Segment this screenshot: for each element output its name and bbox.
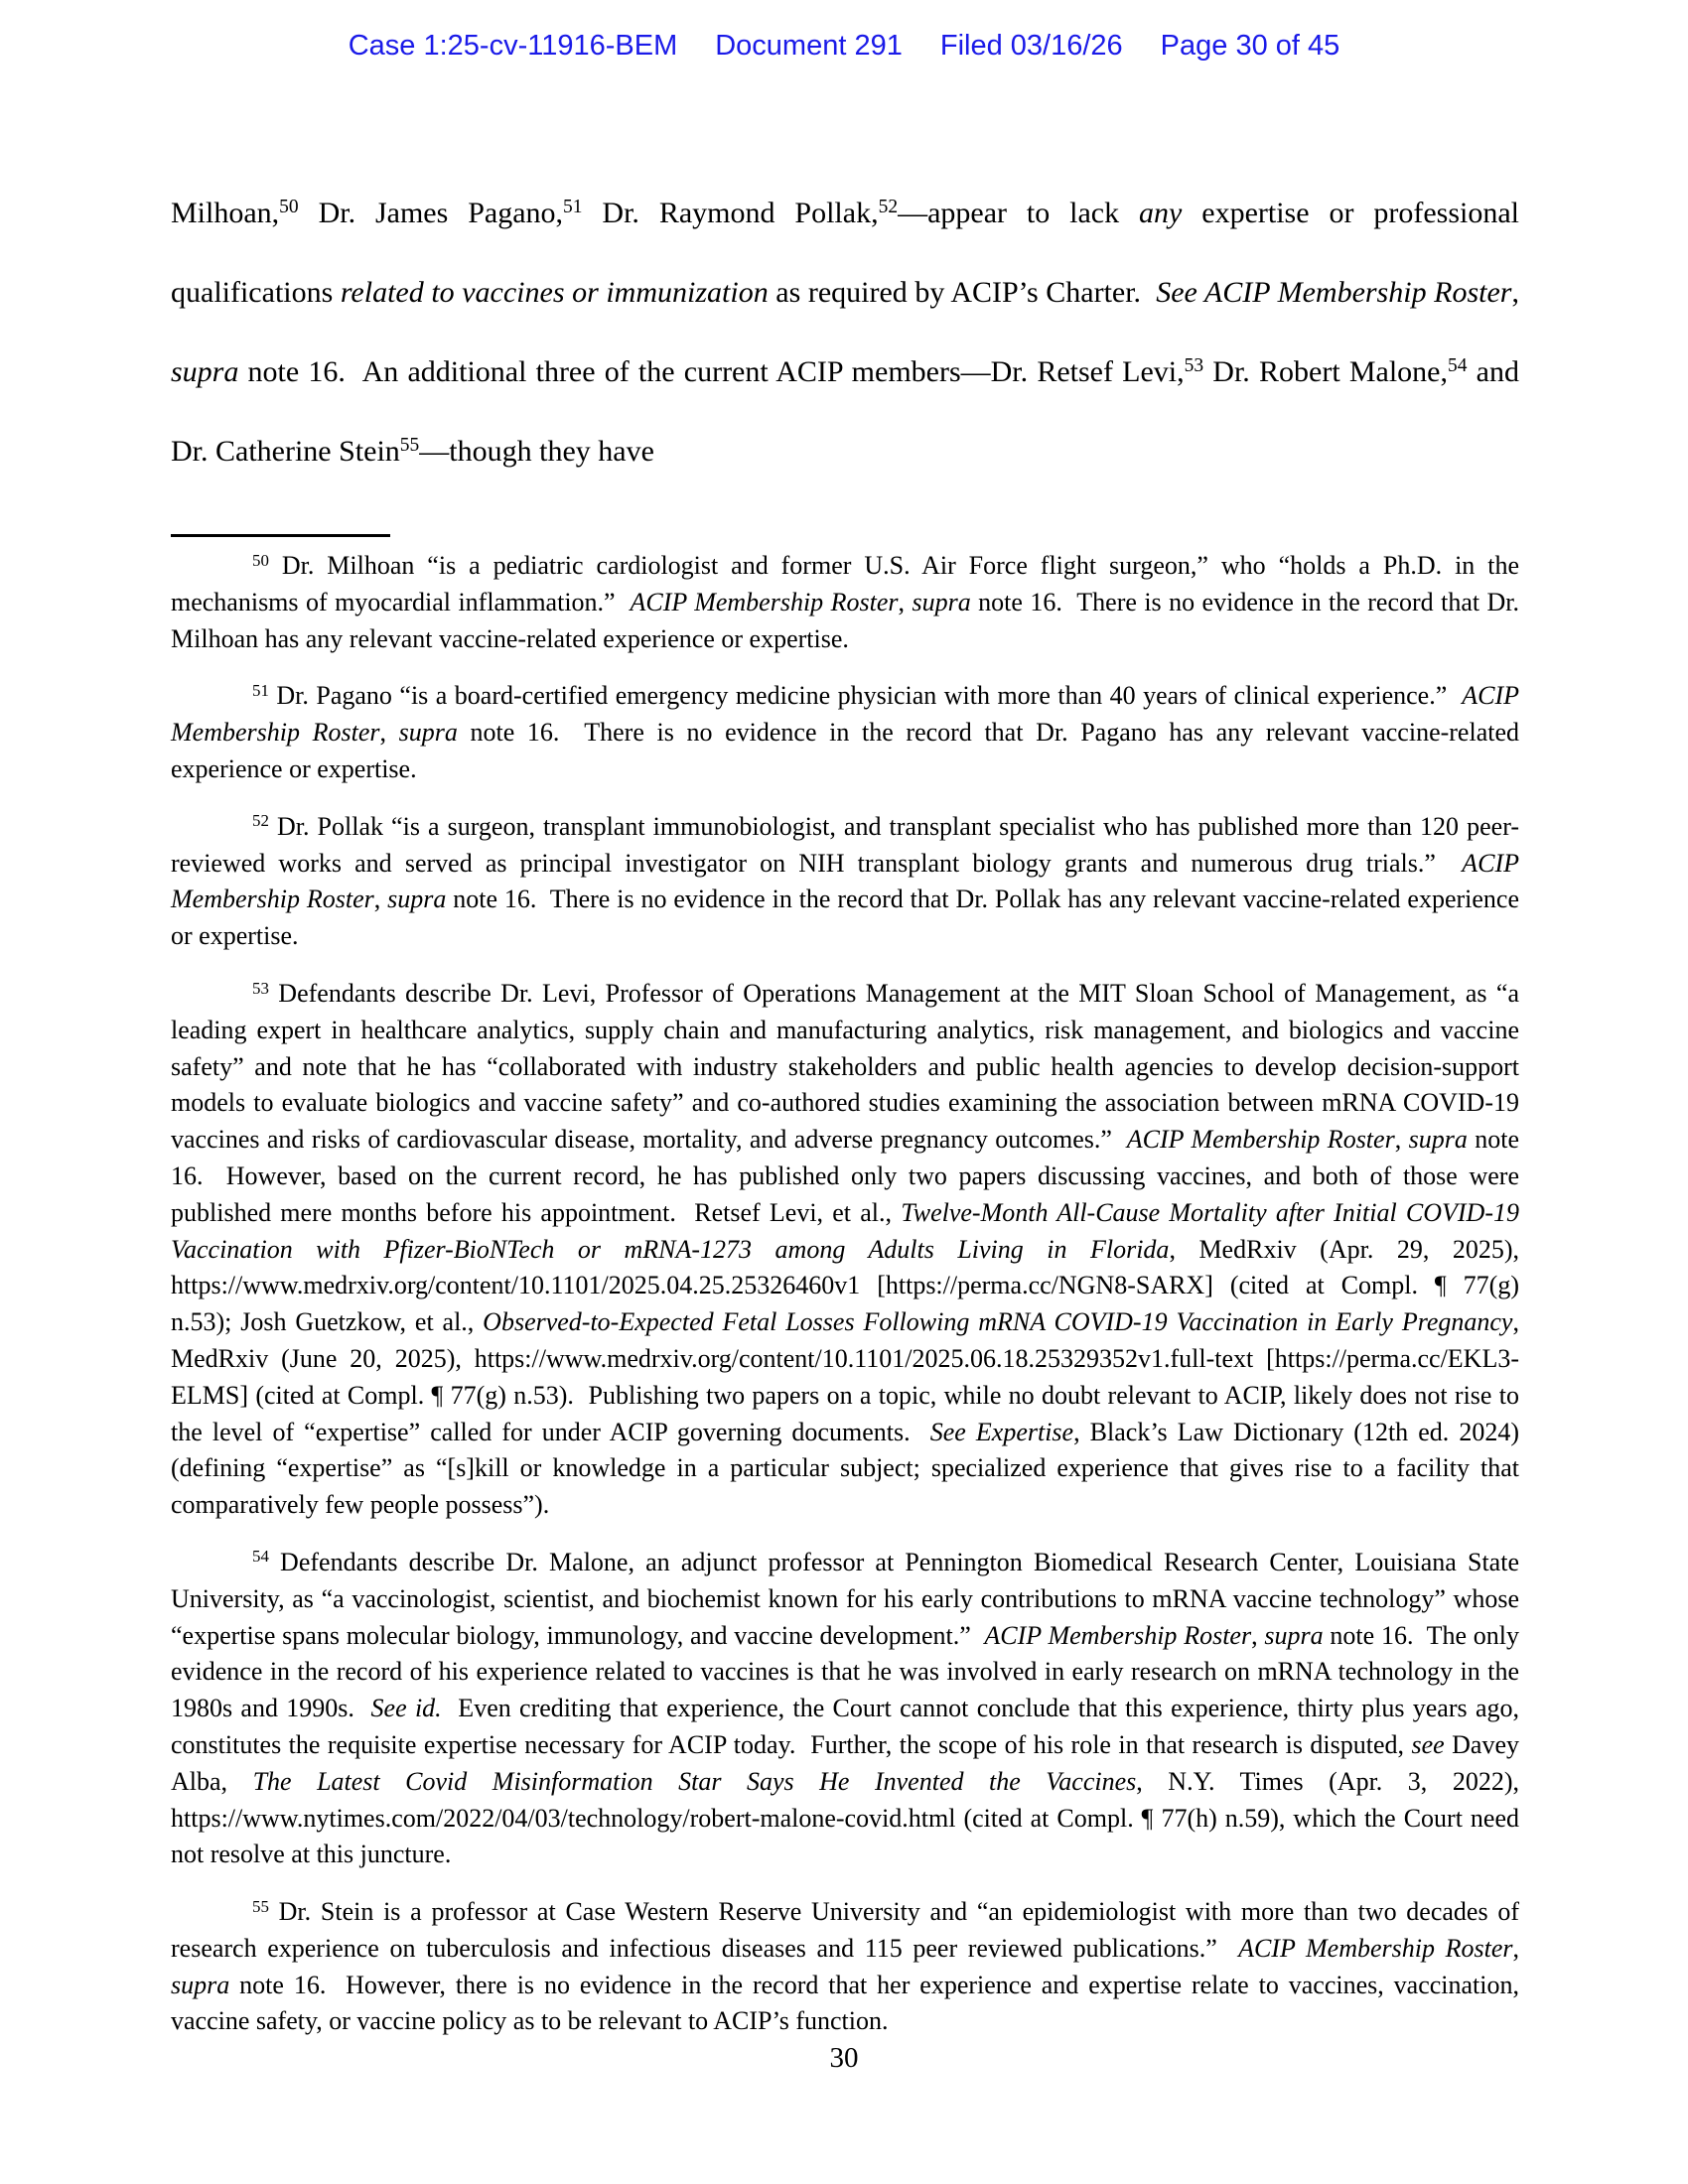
footnote-50: $^{50}$ Dr. Milhoan “is a pediatric cardiologist and former U.S. Air Force flight surgeon,” who “holds a Ph.D. in the mechanisms of myocardial inflammation.” ACIP Membership Roster, supra note 16. There is no evidence in the record that Dr. Milhoan has any relevant vaccine-related experience or expertise. [171,550,1526,653]
document-number: Document 291 [715,30,903,62]
footnote-53: $^{53}$ Defendants describe Dr. Levi, Professor of Operations Management at the MIT Sloan School of Management, as “a leading expert in healthcare analytics, supply chain and manufacturing analytics, risk management, and biologics and vaccine safety” and note that he has “collaborated with industry stakeholders and public health agencies to develop decision-support models to evaluate biologics and vaccine safety” and co-authored studies examining the association between mRNA COVID-19 vaccines and risks of cardiovascular disease, mortality, and adverse pregnancy outcomes.” ACIP Membership Roster, supra note 16. However, based on the current record, he has published only two papers discussing vaccines, and both of those were published mere months before his appointment. Retsef Levi, et al., Twelve-Month All-Cause Mortality after Initial COVID-19 Vaccination with Pfizer-BioNTech or mRNA-1273 among Adults Living in Florida, MedRxiv (Apr. 29, 2025), https://www.medrxiv.org/content/10.1101/2025.04.25.25326460v1 [https://perma.cc/NGN8-SARX] (cited at Compl. ¶ 77(g) n.53); Josh Guetzkow, et al., Observed-to-Expected Fetal Losses Following mRNA COVID-19 Vaccination in Early Pregnancy, MedRxiv (June 20, 2025), https://www.medrxiv.org/content/10.1101/2025.06.18.25329352v1.full-text [https://perma.cc/EKL3-ELMS] (cited at Compl. ¶ 77(g) n.53). Publishing two papers on a topic, while no doubt relevant to ACIP, likely does not rise to the level of “expertise” called for under ACIP governing documents. See Expertise, Black’s Law Dictionary (12th ed. 2024) (defining “expertise” as “[s]kill or knowledge in a particular subject; specialized experience that gives rise to a facility that comparatively few people possess”). [171,978,1526,1520]
body-paragraph: Milhoan,$^{50}$ Dr. James Pagano,$^{51}$ Dr. Raymond Pollak,$^{52}$—appear to lack any expertise or professional qualifications related to vaccines or immunization as required by ACIP’s Charter. See ACIP Membership Roster, supra note 16. An additional three of the current ACIP members—Dr. Retsef Levi,$^{53}$ Dr. Robert Malone,$^{54}$ and Dr. Catherine Stein$^{55}$—though they have [171,197,1527,468]
footnote-55: $^{55}$ Dr. Stein is a professor at Case Western Reserve University and “an epidemiologist with more than two decades of research experience on tuberculosis and infectious diseases and 115 peer reviewed publications.” ACIP Membership Roster, supra note 16. However, there is no evidence in the record that her experience and expertise relate to vaccines, vaccination, vaccine safety, or vaccine policy as to be relevant to ACIP’s function. [171,1896,1526,2036]
filed-date: Filed 03/16/26 [939,30,1123,62]
footnote-52: $^{52}$ Dr. Pollak “is a surgeon, transplant immunobiologist, and transplant specialist who has published more than 120 peer-reviewed works and served as principal investigator on NIH transplant biology grants and numerous drug trials.” ACIP Membership Roster, supra note 16. There is no evidence in the record that Dr. Pollak has any relevant vaccine-related experience or expertise. [171,811,1526,951]
footnote-separator [171,534,390,537]
footnote-54: $^{54}$ Defendants describe Dr. Malone, an adjunct professor at Pennington Biomedical Research Center, Louisiana State University, as “a vaccinologist, scientist, and biochemist known for his early contributions to mRNA vaccine technology” whose “expertise spans molecular biology, immunology, and vaccine development.” ACIP Membership Roster, supra note 16. The only evidence in the record of his experience related to vaccines is that he was involved in early research on mRNA technology in the 1980s and 1990s. See id. Even crediting that experience, the Court cannot conclude that this experience, thirty plus years ago, constitutes the requisite expertise necessary for ACIP today. Further, the scope of his role in that research is disputed, see Davey Alba, The Latest Covid Misinformation Star Says He Invented the Vaccines, N.Y. Times (Apr. 3, 2022), https://www.nytimes.com/2022/04/03/technology/robert-malone-covid.html (cited at Compl. ¶ 77(h) n.59), which the Court need not resolve at this juncture. [171,1547,1526,1869]
footnote-51: $^{51}$ Dr. Pagano “is a board-certified emergency medicine physician with more than 40 years of clinical experience.” ACIP Membership Roster, supra note 16. There is no evidence in the record that Dr. Pagano has any relevant vaccine-related experience or expertise. [171,680,1526,783]
case-number: Case 1:25-cv-11916-BEM [348,30,678,62]
case-stamp-header [0,30,1688,63]
footnotes-section [171,548,1526,2061]
page-number: 30 [829,2042,859,2074]
page-of-count: Page 30 of 45 [1160,30,1340,62]
